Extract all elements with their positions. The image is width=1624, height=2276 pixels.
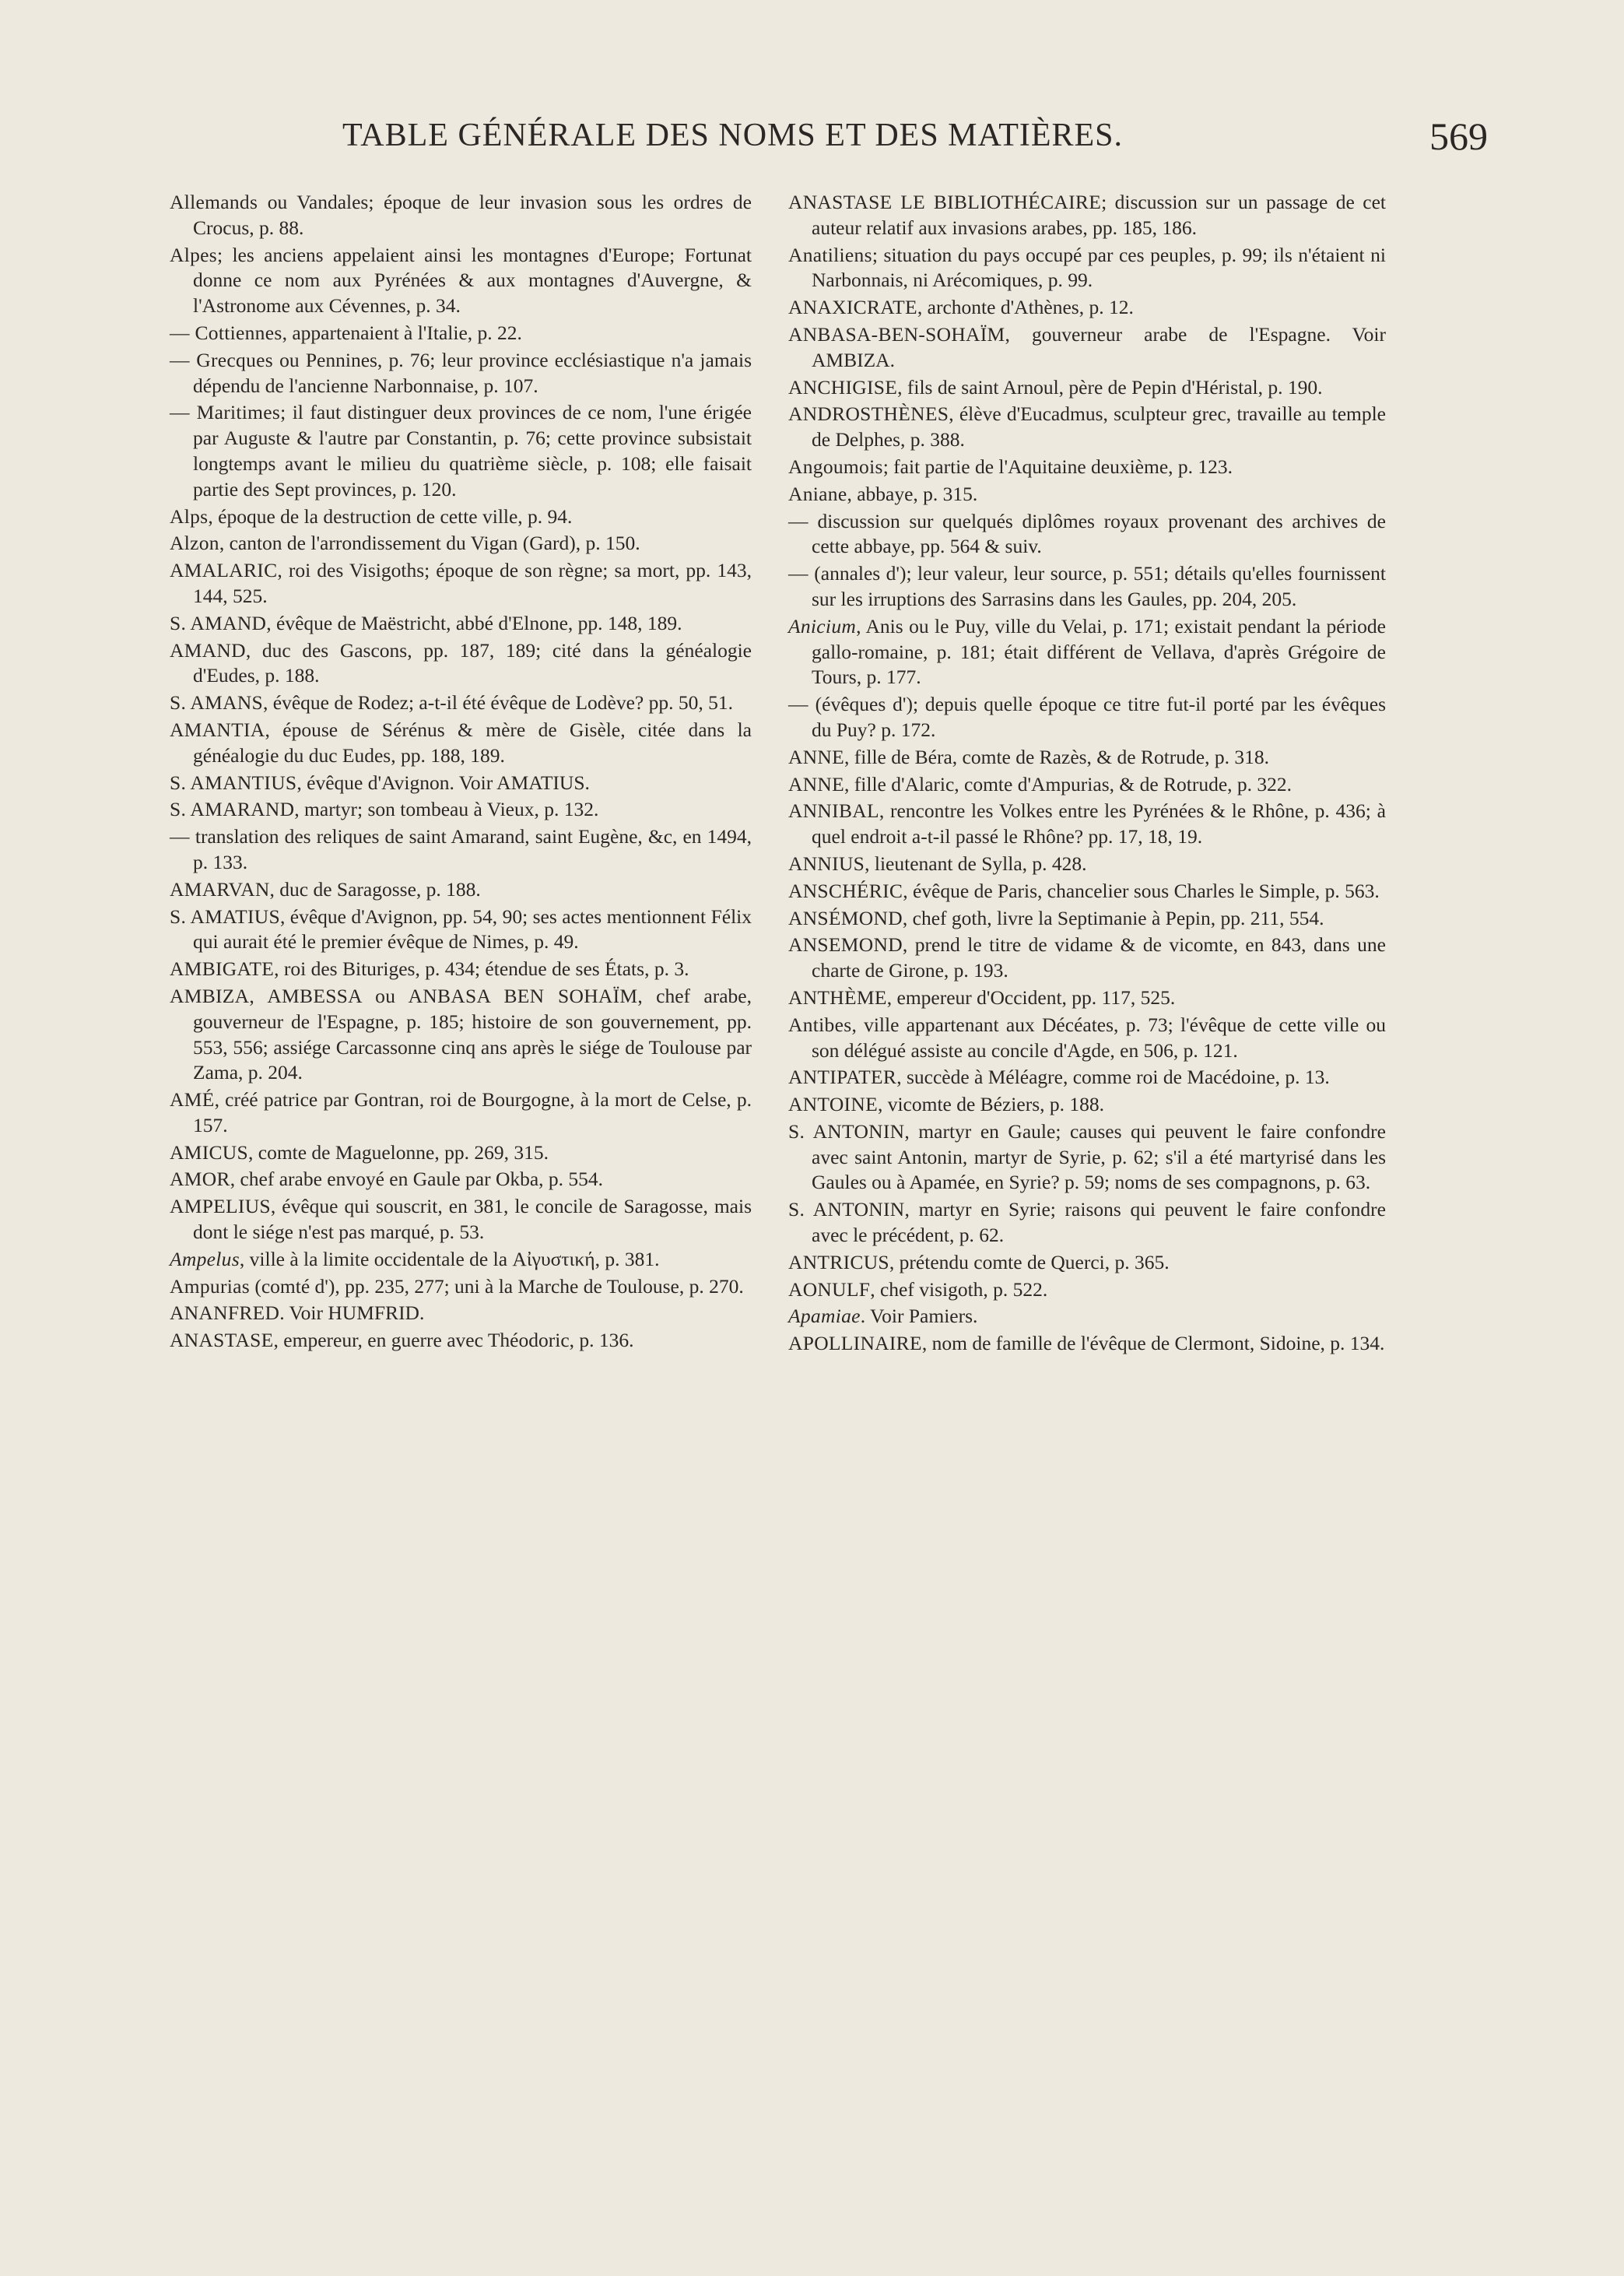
entry-headword: ANSCHÉRIC <box>788 879 903 902</box>
entry-headword: S. AMAND <box>170 611 267 634</box>
entry-headword: ANTHÈME <box>788 985 887 1009</box>
index-entry <box>788 1197 1386 1249</box>
index-entry <box>170 877 752 903</box>
entry-headword: ANNIBAL <box>788 799 879 823</box>
entry-text: , créé patrice par Gontran, roi de Bourgogne, à la mort de Celse, p. 157. <box>193 1088 752 1136</box>
entry-text: , martyr en Gaule; causes qui peuvent le faire confondre avec saint Antonin, martyr de Syrie, p. 62; s'il a été martyrisé dans les Gaules ou à Apamée, en Syrie? p. 59; noms de ses compagnons, p. 63. <box>812 1119 1386 1194</box>
index-entry <box>788 1119 1386 1196</box>
index-entry <box>170 531 752 557</box>
entry-text: , martyr; son tombeau à Vieux, p. 132. <box>294 798 599 821</box>
entry-headword: AMBIGATE <box>170 957 275 981</box>
entry-headword: Alzon <box>170 532 219 555</box>
index-entry <box>170 558 752 609</box>
entry-text: , fils de saint Arnoul, père de Pepin d'Héristal, p. 190. <box>897 375 1323 399</box>
index-entry <box>170 1194 752 1245</box>
entry-headword: ANNE <box>788 745 845 768</box>
entry-text: , chef visigoth, p. 522. <box>870 1277 1048 1301</box>
index-entry <box>170 611 752 637</box>
entry-text: ; discussion sur un passage de cet auteur relatif aux invasions arabes, pp. 185, 186. <box>812 191 1386 239</box>
entry-headword: AONULF <box>788 1277 871 1301</box>
entry-text: , gouverneur arabe de l'Espagne. Voir AMBIZA. <box>812 322 1386 371</box>
entry-headword: Angoumois <box>788 455 883 478</box>
index-entry <box>170 1140 752 1166</box>
entry-headword: — <box>170 825 190 848</box>
index-entry <box>170 243 752 319</box>
entry-headword: — Maritimes <box>170 401 281 424</box>
entry-text: ; situation du pays occupé par ces peuples, p. 99; ils n'étaient ni Narbonnais, ni Arécomiques, p. 99. <box>812 243 1386 292</box>
index-entry <box>788 295 1386 321</box>
index-entry <box>170 984 752 1086</box>
index-entry <box>170 957 752 982</box>
index-entry <box>788 190 1386 241</box>
entry-text: , évêque d'Avignon, pp. 54, 90; ses actes mentionnent Félix qui aurait été le premier évêque de Nimes, p. 49. <box>193 904 752 954</box>
index-entry <box>788 799 1386 850</box>
index-entry <box>170 771 752 796</box>
entry-headword: S. ANTONIN <box>788 1198 905 1221</box>
entry-headword: ANNE <box>788 772 845 796</box>
entry-headword: — Grecques <box>170 348 273 371</box>
entry-text: , fille de Béra, comte de Razès, & de Rotrude, p. 318. <box>844 745 1269 768</box>
index-entry <box>788 322 1386 374</box>
index-entry <box>788 1013 1386 1064</box>
entry-text: , nom de famille de l'évêque de Clermont, Sidoine, p. 134. <box>921 1332 1385 1355</box>
index-entry <box>170 321 752 346</box>
index-entry <box>170 1247 752 1273</box>
entry-headword: — <box>788 693 808 716</box>
entry-headword: Aniane <box>788 482 847 505</box>
entry-text: , épouse de Sérénus & mère de Gisèle, citée dans la généalogie du duc Eudes, pp. 188, 189. <box>193 718 752 767</box>
entry-headword: Anatiliens <box>788 243 872 266</box>
index-entry <box>788 1304 1386 1329</box>
entry-headword: S. AMANTIUS <box>170 771 297 794</box>
index-entry <box>170 824 752 876</box>
index-entry <box>788 1065 1386 1091</box>
index-entry <box>788 1092 1386 1118</box>
entry-text: , canton de l'arrondissement du Vigan (Gard), p. 150. <box>219 532 640 555</box>
entry-text: , empereur d'Occident, pp. 117, 525. <box>886 985 1176 1009</box>
index-entry <box>170 1274 752 1300</box>
index-entry <box>170 190 752 241</box>
entry-text: ; les anciens appelaient ainsi les montagnes d'Europe; Fortunat donne ce nom aux Pyrénées & aux montagnes d'Auvergne, & l'Astronome aux Cévennes, p. 34. <box>193 243 752 318</box>
entry-text: , évêque de Rodez; a-t-il été évêque de Lodève? pp. 50, 51. <box>263 691 733 715</box>
entry-headword: S. ANTONIN <box>788 1119 905 1143</box>
entry-headword: AMOR <box>170 1168 230 1191</box>
entry-text: (évêques d'); depuis quelle époque ce titre fut-il porté par les évêques du Puy? p. 172. <box>808 693 1386 741</box>
entry-text: , prétendu comte de Querci, p. 365. <box>889 1250 1170 1273</box>
entry-text: ; il faut distinguer deux provinces de ce nom, l'une érigée par Auguste & l'autre par Constantin, p. 76; cette province subsistait longtemps avant le milieu du quatrième siècle, p. 108; elle faisait partie des Sept provinces, p. 120. <box>193 401 752 501</box>
entry-headword: Allemands <box>170 191 258 213</box>
entry-headword: AMBIZA, AMBESSA ou ANBASA BEN SOHAÏM <box>170 984 638 1007</box>
entry-text: , évêque de Paris, chancelier sous Charles le Simple, p. 563. <box>903 879 1380 902</box>
index-entry <box>788 561 1386 613</box>
entry-text: (annales d'); leur valeur, leur source, p. 551; détails qu'elles fournissent sur les irruptions des Sarrasins dans les Gaules, pp. 204, 205. <box>808 562 1386 610</box>
index-entry <box>788 692 1386 743</box>
entry-headword: S. AMATIUS <box>170 904 280 928</box>
entry-headword: ANDROSTHÈNES <box>788 402 949 426</box>
index-entry <box>170 718 752 769</box>
entry-headword: AMALARIC <box>170 559 278 582</box>
index-entry <box>788 1250 1386 1276</box>
entry-text: ou Vandales; époque de leur invasion sous les ordres de Crocus, p. 88. <box>193 191 752 239</box>
entry-headword: Anicium <box>788 614 857 637</box>
index-entry <box>170 348 752 399</box>
entry-text: , évêque de Maëstricht, abbé d'Elnone, pp. 148, 189. <box>266 611 682 634</box>
entry-text: , martyr en Syrie; raisons qui peuvent le faire confondre avec le précédent, p. 62. <box>812 1198 1386 1247</box>
entry-headword: ANTRICUS <box>788 1250 889 1273</box>
index-entry <box>788 509 1386 560</box>
entry-text: , évêque d'Avignon. Voir AMATIUS. <box>296 771 590 794</box>
entry-text: . Voir HUMFRID. <box>279 1301 425 1325</box>
entry-text: , chef arabe envoyé en Gaule par Okba, p. 554. <box>230 1168 604 1191</box>
entry-headword: Apamiae <box>788 1305 861 1328</box>
index-entry <box>788 402 1386 453</box>
entry-headword: Alpes <box>170 243 217 266</box>
index-entry <box>170 400 752 502</box>
page-header <box>342 114 1488 163</box>
entry-text: , archonte d'Athènes, p. 12. <box>917 296 1134 319</box>
entry-text: , prend le titre de vidame & de vicomte, en 843, dans une charte de Girone, p. 193. <box>812 933 1386 982</box>
entry-headword: ANSEMOND <box>788 933 903 957</box>
entry-text: translation des reliques de saint Amarand, saint Eugène, &c, en 1494, p. 133. <box>189 825 752 873</box>
page-number: 569 <box>1429 114 1488 158</box>
index-entry <box>170 504 752 530</box>
entry-text: , époque de la destruction de cette ville, p. 94. <box>208 504 573 528</box>
page-title: TABLE GÉNÉRALE DES NOMS ET DES MATIÈRES. <box>342 118 1124 153</box>
index-entry <box>788 455 1386 480</box>
index-entry <box>788 985 1386 1011</box>
entry-headword: ANAXICRATE <box>788 296 917 319</box>
entry-text: , roi des Bituriges, p. 434; étendue de ses États, p. 3. <box>274 957 689 981</box>
index-entry <box>788 906 1386 932</box>
right-column <box>788 190 1386 1358</box>
entry-text: . Voir Pamiers. <box>860 1305 978 1328</box>
entry-text: , comte de Maguelonne, pp. 269, 315. <box>248 1140 549 1164</box>
entry-headword: AMPELIUS <box>170 1195 271 1218</box>
index-entry <box>170 690 752 716</box>
index-entry <box>170 1301 752 1326</box>
entry-headword: ANTIPATER <box>788 1066 897 1089</box>
entry-text: ou Pennines, p. 76; leur province ecclésiastique n'a jamais dépendu de l'ancienne Narbonnaise, p. 107. <box>193 348 752 397</box>
index-entry <box>170 638 752 690</box>
entry-text: , Anis ou le Puy, ville du Velai, p. 171; existait pendant la période gallo-romaine, p. 181; était différent de Vellava, d'après Grégoire de Tours, p. 177. <box>812 614 1386 689</box>
index-entry <box>788 745 1386 771</box>
entry-headword: ANANFRED <box>170 1301 280 1325</box>
entry-text: , roi des Visigoths; époque de son règne; sa mort, pp. 143, 144, 525. <box>193 559 752 607</box>
entry-text: , succède à Méléagre, comme roi de Macédoine, p. 13. <box>896 1066 1330 1089</box>
index-entry <box>170 1167 752 1192</box>
entry-headword: ANNIUS <box>788 852 865 875</box>
index-entry <box>788 933 1386 984</box>
entry-text: , fille d'Alaric, comte d'Ampurias, & de Rotrude, p. 322. <box>844 772 1293 796</box>
index-entry <box>170 904 752 956</box>
entry-text: , rencontre les Volkes entre les Pyrénées & le Rhône, p. 436; à quel endroit a-t-il passé le Rhône? pp. 17, 18, 19. <box>812 799 1386 848</box>
index-entry <box>788 614 1386 690</box>
index-entry <box>788 375 1386 401</box>
entry-headword: ANTOINE <box>788 1093 878 1116</box>
index-entry <box>788 482 1386 508</box>
entry-headword: ANCHIGISE <box>788 375 898 399</box>
entry-text: , appartenaient à l'Italie, p. 22. <box>282 321 522 344</box>
entry-text: , chef goth, livre la Septimanie à Pepin, pp. 211, 554. <box>902 906 1324 929</box>
entry-text: , duc de Saragosse, p. 188. <box>269 877 481 901</box>
entry-text: , évêque qui souscrit, en 381, le concile de Saragosse, mais dont le siége n'est pas marqué, p. 53. <box>193 1195 752 1244</box>
entry-text: , vicomte de Béziers, p. 188. <box>877 1093 1104 1116</box>
entry-headword: ANBASA-BEN-SOHAÏM <box>788 322 1005 346</box>
entry-headword: AMAND <box>170 638 246 662</box>
entry-text: , duc des Gascons, pp. 187, 189; cité dans la généalogie d'Eudes, p. 188. <box>193 638 752 687</box>
entry-headword: AMARVAN <box>170 877 270 901</box>
entry-headword: S. AMANS <box>170 691 264 715</box>
index-entry <box>788 1277 1386 1303</box>
index-entry <box>170 797 752 823</box>
entry-headword: — Cottiennes <box>170 321 282 344</box>
entry-text: , ville appartenant aux Décéates, p. 73; l'évêque de cette ville ou son délégué assiste au concile d'Agde, en 506, p. 121. <box>812 1013 1386 1062</box>
index-entry <box>788 852 1386 877</box>
entry-headword: AMICUS <box>170 1140 248 1164</box>
entry-headword: ANSÉMOND <box>788 906 903 929</box>
entry-text: , abbaye, p. 315. <box>847 482 978 505</box>
entry-headword: Antibes <box>788 1013 852 1036</box>
index-entry <box>788 879 1386 904</box>
entry-text: discussion sur quelqués diplômes royaux provenant des archives de cette abbaye, pp. 564 & suiv. <box>808 509 1386 558</box>
index-entry <box>788 1331 1386 1357</box>
index-entry <box>788 772 1386 798</box>
entry-headword: — <box>788 509 808 532</box>
index-entry <box>788 243 1386 294</box>
entry-headword: ANASTASE LE BIBLIOTHÉCAIRE <box>788 191 1102 213</box>
index-entry <box>170 1328 752 1354</box>
entry-text: , ville à la limite occidentale de la Αἰγυστική, p. 381. <box>239 1247 660 1270</box>
entry-text: ; fait partie de l'Aquitaine deuxième, p. 123. <box>882 455 1233 478</box>
entry-text: , empereur, en guerre avec Théodoric, p. 136. <box>273 1329 634 1352</box>
entry-headword: ANASTASE <box>170 1329 274 1352</box>
entry-headword: S. AMARAND <box>170 798 295 821</box>
left-column <box>170 190 752 1355</box>
entry-headword: Ampurias <box>170 1274 250 1298</box>
entry-headword: AMÉ <box>170 1088 215 1112</box>
entry-headword: AMANTIA <box>170 718 265 741</box>
entry-text: , chef arabe, gouverneur de l'Espagne, p. 185; histoire de son gouvernement, pp. 553, 556; assiége Carcassonne cinq ans après le siége de Toulouse par Zama, p. 204. <box>193 984 752 1084</box>
entry-headword: — <box>788 562 808 585</box>
entry-headword: APOLLINAIRE <box>788 1332 922 1355</box>
index-entry <box>170 1087 752 1139</box>
entry-text: (comté d'), pp. 235, 277; uni à la Marche de Toulouse, p. 270. <box>249 1274 744 1298</box>
entry-headword: Ampelus <box>170 1247 240 1270</box>
entry-headword: Alps <box>170 504 209 528</box>
entry-text: , élève d'Eucadmus, sculpteur grec, travaille au temple de Delphes, p. 388. <box>812 402 1386 451</box>
entry-text: , lieutenant de Sylla, p. 428. <box>865 852 1087 875</box>
